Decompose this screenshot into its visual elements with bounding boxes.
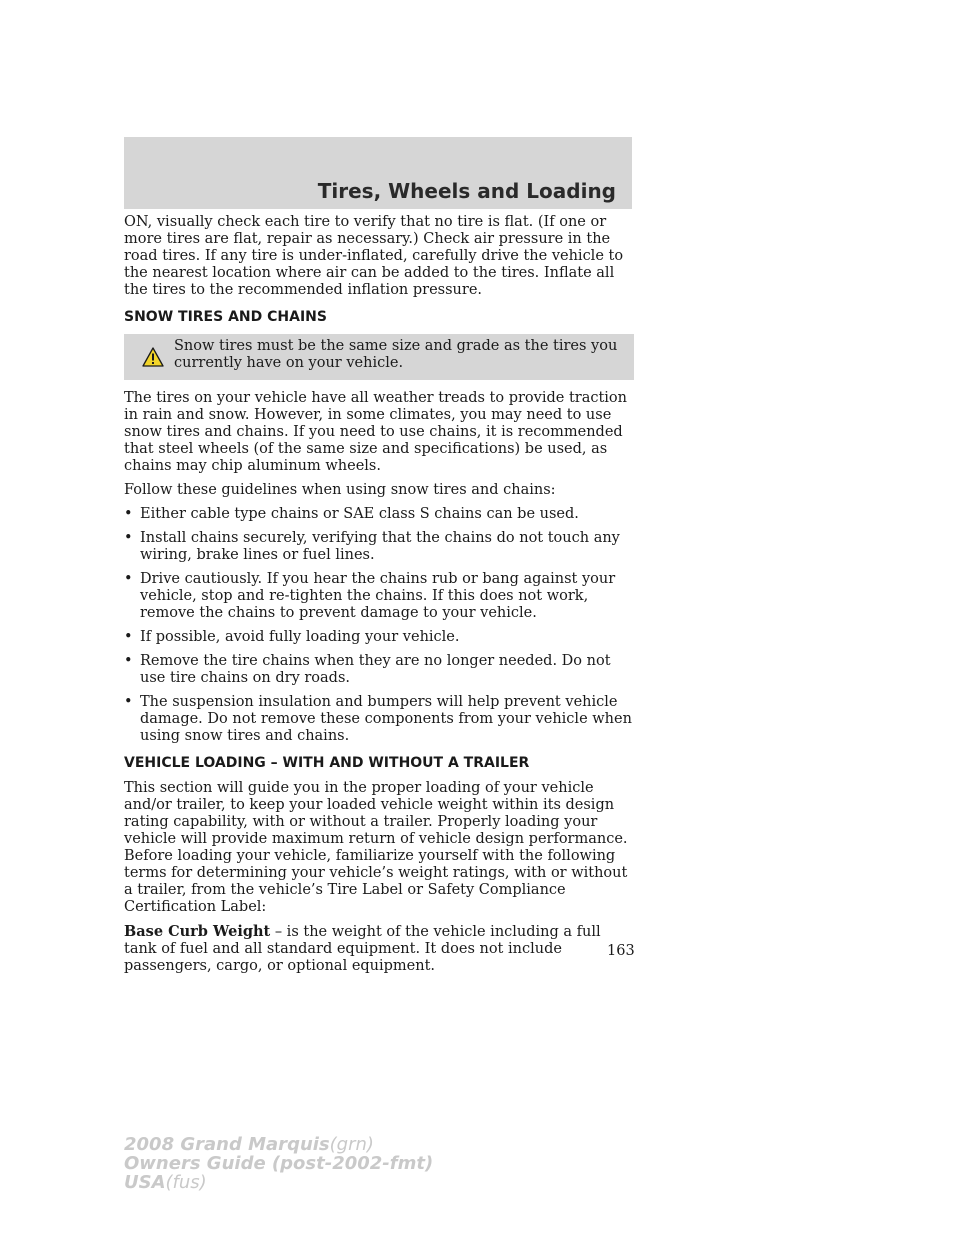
warning-text: Snow tires must be the same size and grade as the tires you currently have on your vehicle.: [174, 338, 618, 371]
list-item: [124, 694, 634, 745]
list-item-text: Install chains securely, verifying that the chains do not touch any wiring, brake lines or fuel lines.: [140, 530, 620, 563]
list-item: [124, 530, 634, 564]
base-curb-weight-definition: – is the weight of the vehicle including a full tank of fuel and all standard equipment. It does not include passengers, cargo, or optional equipment.: [124, 924, 601, 974]
list-item-text: Remove the tire chains when they are no longer needed. Do not use tire chains on dry roads.: [140, 653, 611, 686]
bullet-symbol: •: [124, 653, 133, 669]
list-item: [124, 629, 634, 646]
chapter-header-band: [124, 137, 632, 209]
list-item-text: The suspension insulation and bumpers will help prevent vehicle damage. Do not remove these components from your vehicle when using snow tires and chains.: [140, 694, 632, 744]
list-item-text: Either cable type chains or SAE class S chains can be used.: [140, 506, 579, 522]
list-item: [124, 506, 634, 523]
warning-box: [124, 334, 634, 380]
list-item-text: Drive cautiously. If you hear the chains rub or bang against your vehicle, stop and re-tighten the chains. If this does not work, remove the chains to prevent damage to your vehicle.: [140, 571, 616, 621]
footer-guide: Owners Guide (post-2002-fmt): [124, 1153, 434, 1174]
footer-watermark: [124, 1135, 433, 1192]
bullet-symbol: •: [124, 694, 133, 710]
footer-line-1: [124, 1135, 433, 1154]
intro-paragraph: ON, visually check each tire to verify that no tire is flat. (If one or more tires are flat, repair as necessary.) Check air pressure in the road tires. If any tire is under-inflated, carefully drive the vehicle to the nearest location where air can be added to the tires. Inflate all the tires to the recommended inflation pressure.: [124, 214, 624, 298]
footer-model-code: (grn): [329, 1134, 374, 1155]
footer-line-3: [124, 1173, 433, 1192]
page-content: [124, 214, 634, 982]
snow-paragraph-1: The tires on your vehicle have all weather treads to provide traction in rain and snow. However, in some climates, you may need to use snow tires and chains. If you need to use chains, it is recommended that steel wheels (of the same size and specifications) be used, as chains may chip aluminum wheels.: [124, 390, 628, 474]
snow-paragraph-2: Follow these guidelines when using snow tires and chains:: [124, 482, 556, 498]
bullet-symbol: •: [124, 506, 133, 522]
list-item: [124, 571, 634, 622]
list-item-text: If possible, avoid fully loading your vehicle.: [140, 629, 460, 645]
base-curb-weight-paragraph: [124, 923, 634, 975]
chapter-title: Tires, Wheels and Loading: [317, 179, 616, 203]
page-number: 163: [607, 943, 635, 959]
footer-line-2: [124, 1154, 433, 1173]
vehicle-loading-heading: VEHICLE LOADING – WITH AND WITHOUT A TRAILER: [124, 755, 530, 771]
bullet-symbol: •: [124, 530, 133, 546]
loading-paragraph-1: This section will guide you in the proper loading of your vehicle and/or trailer, to keep your loaded vehicle weight within its design rating capability, with or without a trailer. Properly loading your vehicle will provide maximum return of vehicle design performance. Before loading your vehicle, familiarize yourself with the following terms for determining your vehicle’s weight ratings, with or without a trailer, from the vehicle’s Tire Label or Safety Compliance Certification Label:: [124, 780, 628, 915]
snow-tires-heading: SNOW TIRES AND CHAINS: [124, 309, 327, 325]
footer-market-code: (fus): [165, 1172, 207, 1193]
warning-triangle-icon: [142, 347, 164, 367]
bullet-symbol: •: [124, 571, 133, 587]
snow-guidelines-list: [124, 506, 634, 745]
footer-market: USA: [124, 1172, 166, 1193]
footer-model: 2008 Grand Marquis: [124, 1134, 330, 1155]
list-item: [124, 653, 634, 687]
bullet-symbol: •: [124, 629, 133, 645]
base-curb-weight-term: Base Curb Weight: [124, 923, 271, 940]
